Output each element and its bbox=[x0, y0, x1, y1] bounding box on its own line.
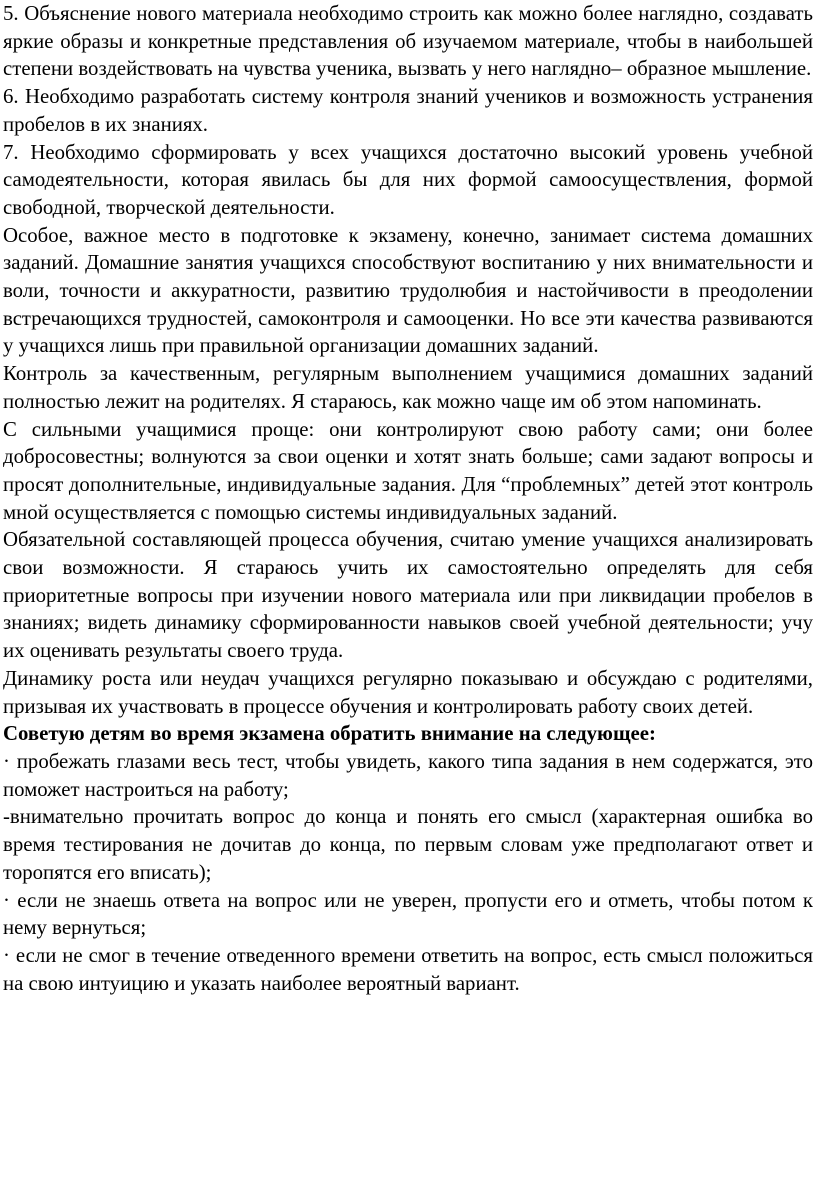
advice-item: · если не знаешь ответа на вопрос или не уверен, пропусти его и отметь, чтобы потом к нему вернуться; bbox=[3, 888, 813, 940]
paragraph-item-5: 5. Объяснение нового материала необходимо строить как можно более наглядно, создавать яркие образы и конкретные представления об изучаемом материале, чтобы в наибольшей степени воздействовать на чувства ученика, вызвать у него наглядно– образное мышление. bbox=[3, 2, 813, 81]
paragraph-homework: Особое, важное место в подготовке к экзамену, конечно, занимает система домашних заданий. Домашние занятия учащихся способствуют воспитанию у них внимательности и воли, точности и аккуратности, развитию трудолюбия и настойчивости в преодолении встречающихся трудностей, самоконтроля и самооценки. Но все эти качества развиваются у учащихся лишь при правильной организации домашних заданий. bbox=[3, 223, 813, 358]
paragraph-item-7: 7. Необходимо сформировать у всех учащихся достаточно высокий уровень учебной самодеятельности, которая явилась бы для них формой самоосуществления, формой свободной, творческой деятельности. bbox=[3, 140, 813, 219]
paragraph-control: Контроль за качественным, регулярным выполнением учащимися домашних заданий полностью лежит на родителях. Я стараюсь, как можно чаще им об этом напоминать. bbox=[3, 362, 813, 413]
paragraph-strong-students: С сильными учащимися проще: они контролируют свою работу сами; они более добросовестны; волнуются за свои оценки и хотят знать больше; сами задают вопросы и просят дополнительные, индивидуальные задания. Для “проблемных” детей этот контроль мной осуществляется с помощью системы индивидуальных заданий. bbox=[3, 417, 813, 524]
advice-item: -внимательно прочитать вопрос до конца и понять его смысл (характерная ошибка во время тестирования не дочитав до конца, по первым словам уже предполагают ответ и торопятся его вписать); bbox=[3, 805, 813, 884]
paragraph-parents: Динамику роста или неудач учащихся регулярно показываю и обсуждаю с родителями, призывая их участвовать в процессе обучения и контролировать работу своих детей. bbox=[3, 666, 813, 718]
paragraph-self-analysis: Обязательной составляющей процесса обучения, считаю умение учащихся анализировать свои возможности. Я стараюсь учить их самостоятельно определять для себя приоритетные вопросы при изучении нового материала или при ликвидации пробелов в знаниях; видеть динамику сформированности навыков своей учебной деятельности; учу их оценивать результаты своего труда. bbox=[3, 528, 813, 663]
advice-item: · пробежать глазами весь тест, чтобы увидеть, какого типа задания в нем содержатся, это поможет настроиться на работу; bbox=[3, 749, 813, 801]
advice-item: · если не смог в течение отведенного времени ответить на вопрос, есть смысл положиться на свою интуицию и указать наиболее вероятный вариант. bbox=[3, 943, 813, 995]
advice-heading: Советую детям во время экзамена обратить внимание на следующее: bbox=[3, 722, 656, 746]
paragraph-item-6: 6. Необходимо разработать систему контроля знаний учеников и возможность устранения пробелов в их знаниях. bbox=[3, 85, 813, 136]
